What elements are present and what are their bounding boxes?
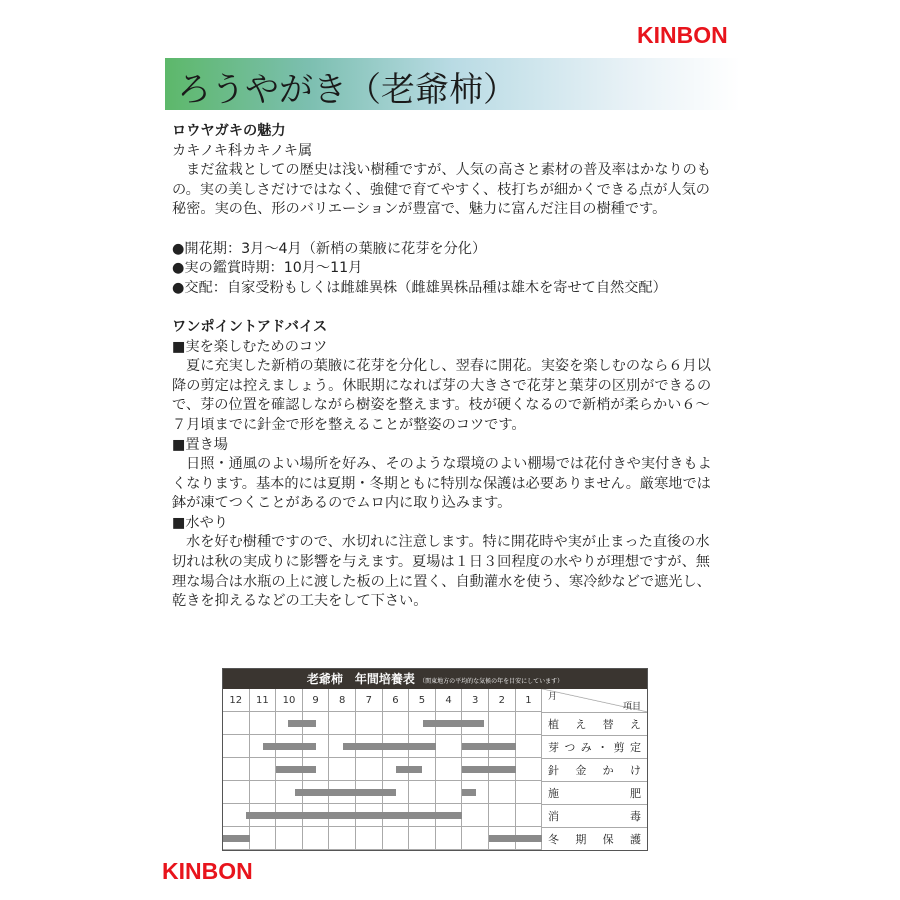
grid-cell [436, 827, 463, 850]
label-char: 針 [548, 764, 559, 777]
grid-cell [383, 712, 410, 735]
schedule-bar [295, 789, 396, 796]
body-line: ●開花期：3月～4月（新梢の葉腋に花芽を分化） [172, 240, 487, 257]
month-header: 4 [436, 689, 463, 712]
schedule-bar [276, 766, 316, 773]
grid-cell [516, 712, 543, 735]
month-header: 12 [223, 689, 250, 712]
grid-cell [356, 827, 383, 850]
grid-cell [409, 781, 436, 804]
grid-cell [250, 712, 277, 735]
item-header [542, 689, 647, 712]
grid-cell [462, 827, 489, 850]
body-line: くなります。基本的には夏期・冬期ともに特別な保護は必要ありません。厳寒地では [172, 475, 711, 492]
month-label: 月 [548, 692, 558, 702]
grid-cell [436, 735, 463, 758]
body-line: 水を好む樹種ですので、水切れに注意します。特に開花時や実が止まった直後の水 [186, 534, 710, 551]
grid-cell [329, 758, 356, 781]
body-line: 切れは秋の実成りに影響を与えます。夏場は１日３回程度の水やりが理想ですが、無 [172, 554, 710, 571]
grid-cell [436, 781, 463, 804]
grid-cell [516, 804, 543, 827]
grid-cell [516, 781, 543, 804]
schedule-bar [263, 743, 316, 750]
month-header: 9 [303, 689, 330, 712]
label-char: ・ [597, 741, 609, 754]
grid-cell [516, 735, 543, 758]
month-header: 11 [250, 689, 277, 712]
label-char: 消 [548, 810, 559, 823]
label-char: 剪 [613, 741, 625, 754]
body-line: 理な場合は水瓶の上に渡した板の上に置く、自動灌水を使う、寒冷紗などで遮光し、 [172, 573, 711, 590]
article-body [172, 122, 732, 612]
schedule-bar [462, 743, 515, 750]
label-char: 護 [629, 833, 641, 846]
grid-cell [329, 827, 356, 850]
grid-cell [383, 827, 410, 850]
schedule-grid [223, 689, 647, 850]
label-char: 期 [575, 833, 587, 846]
grid-cell [462, 804, 489, 827]
body-line: ■水やり [172, 514, 228, 531]
body-line: の。実の美しさだけではなく、強健で育てやすく、枝打ちが細かくできる点が人気の [172, 181, 710, 198]
annual-care-schedule [222, 668, 648, 851]
grid-cell [223, 712, 250, 735]
label-char: 冬 [548, 833, 559, 846]
label-char: 毒 [630, 810, 641, 823]
label-char: 定 [629, 741, 641, 754]
grid-cell [516, 758, 543, 781]
month-header: 8 [329, 689, 356, 712]
month-header: 3 [462, 689, 489, 712]
month-header: 5 [409, 689, 436, 712]
label-char: 肥 [630, 787, 641, 800]
schedule-bar [288, 720, 316, 727]
schedule-title-text: 老爺柿 年間培養表 [306, 672, 415, 686]
label-char: つ [564, 741, 576, 754]
grid-cell [489, 781, 516, 804]
body-line: で、芽の位置を確認しながら樹姿を整えます。枝が硬くなるので新梢が柔らかい６～ [172, 397, 710, 414]
grid-cell [356, 758, 383, 781]
body-line: ●実の鑑賞時期：10月～11月 [172, 260, 363, 277]
page-title: ろうやがき（老爺柿） [177, 70, 517, 110]
grid-cell [409, 827, 436, 850]
body-line: 降の剪定は控えましょう。休眠期になれば芽の大きさで花芽と葉芽の区別ができるの [172, 377, 712, 394]
item-label: 項目 [622, 702, 641, 712]
grid-cell [223, 758, 250, 781]
grid-cell [250, 827, 277, 850]
schedule-row-label [542, 827, 647, 850]
section-heading: ロウヤガキの魅力 [172, 123, 286, 139]
section-heading: ワンポイントアドバイス [172, 318, 328, 335]
grid-cell [329, 712, 356, 735]
schedule-bar [462, 766, 515, 773]
label-char: 植 [548, 718, 559, 731]
label-char: 替 [602, 718, 614, 731]
label-char: か [602, 764, 614, 777]
grid-cell [356, 712, 383, 735]
schedule-row-label [542, 804, 647, 827]
schedule-row-label [542, 735, 647, 758]
body-line: 乾きを抑えるなどの工夫をして下さい。 [172, 593, 428, 610]
grid-cell [223, 735, 250, 758]
month-header: 1 [516, 689, 543, 712]
label-char: え [629, 718, 641, 731]
schedule-bar [423, 720, 484, 727]
schedule-note: （関東地方の平均的な気候の年を目安にしています） [419, 678, 564, 685]
grid-cell [303, 827, 330, 850]
label-char: 芽 [548, 741, 559, 754]
month-header: 6 [383, 689, 410, 712]
schedule-row-label [542, 781, 647, 804]
grid-cell [223, 781, 250, 804]
label-char: え [575, 718, 587, 731]
body-line: ７月頃までに針金で形を整えることが整姿のコツです。 [172, 416, 526, 433]
label-char: み [580, 741, 592, 754]
schedule-row-label [542, 712, 647, 735]
grid-cell [436, 758, 463, 781]
schedule-title [223, 669, 647, 689]
grid-cell [276, 827, 303, 850]
label-char: 保 [602, 833, 614, 846]
grid-cell [489, 804, 516, 827]
schedule-bar [343, 743, 436, 750]
grid-cell [489, 712, 516, 735]
body-line: 鉢が凍てつくことがあるのでムロ内に取り込みます。 [172, 495, 512, 512]
body-line: ■置き場 [172, 436, 228, 453]
grid-cell [250, 781, 277, 804]
label-char: け [629, 764, 641, 777]
month-header: 2 [489, 689, 516, 712]
month-header: 10 [276, 689, 303, 712]
schedule-bar [223, 835, 250, 842]
label-char: 施 [548, 787, 559, 800]
body-line: まだ盆栽としての歴史は浅い樹種ですが、人気の高さと素材の普及率はかなりのも [186, 162, 711, 179]
brand-logo-bottom: KINBON [162, 858, 253, 884]
schedule-bar [246, 812, 463, 819]
grid-cell [250, 758, 277, 781]
body-line: ●交配：自家受粉もしくは雌雄異株（雌雄異株品種は雄木を寄せて自然交配） [172, 279, 667, 296]
schedule-bar [396, 766, 423, 773]
body-line: 秘密。実の色、形のバリエーションが豊富で、魅力に富んだ注目の樹種です。 [172, 201, 667, 218]
schedule-bar [462, 789, 475, 796]
month-header: 7 [356, 689, 383, 712]
brand-logo-top: KINBON [637, 22, 728, 48]
label-char: 金 [575, 764, 587, 777]
title-banner [165, 58, 740, 110]
body-line: 夏に充実した新梢の葉腋に花芽を分化し、翌春に開花。実姿を楽しむのなら６月以 [186, 358, 711, 375]
schedule-bar [489, 835, 542, 842]
schedule-row-label [542, 758, 647, 781]
body-line: ■実を楽しむためのコツ [172, 338, 328, 355]
body-line: 日照・通風のよい場所を好み、そのような環境のよい棚場では花付きや実付きもよ [186, 456, 712, 473]
body-line: カキノキ科カキノキ属 [172, 142, 313, 159]
